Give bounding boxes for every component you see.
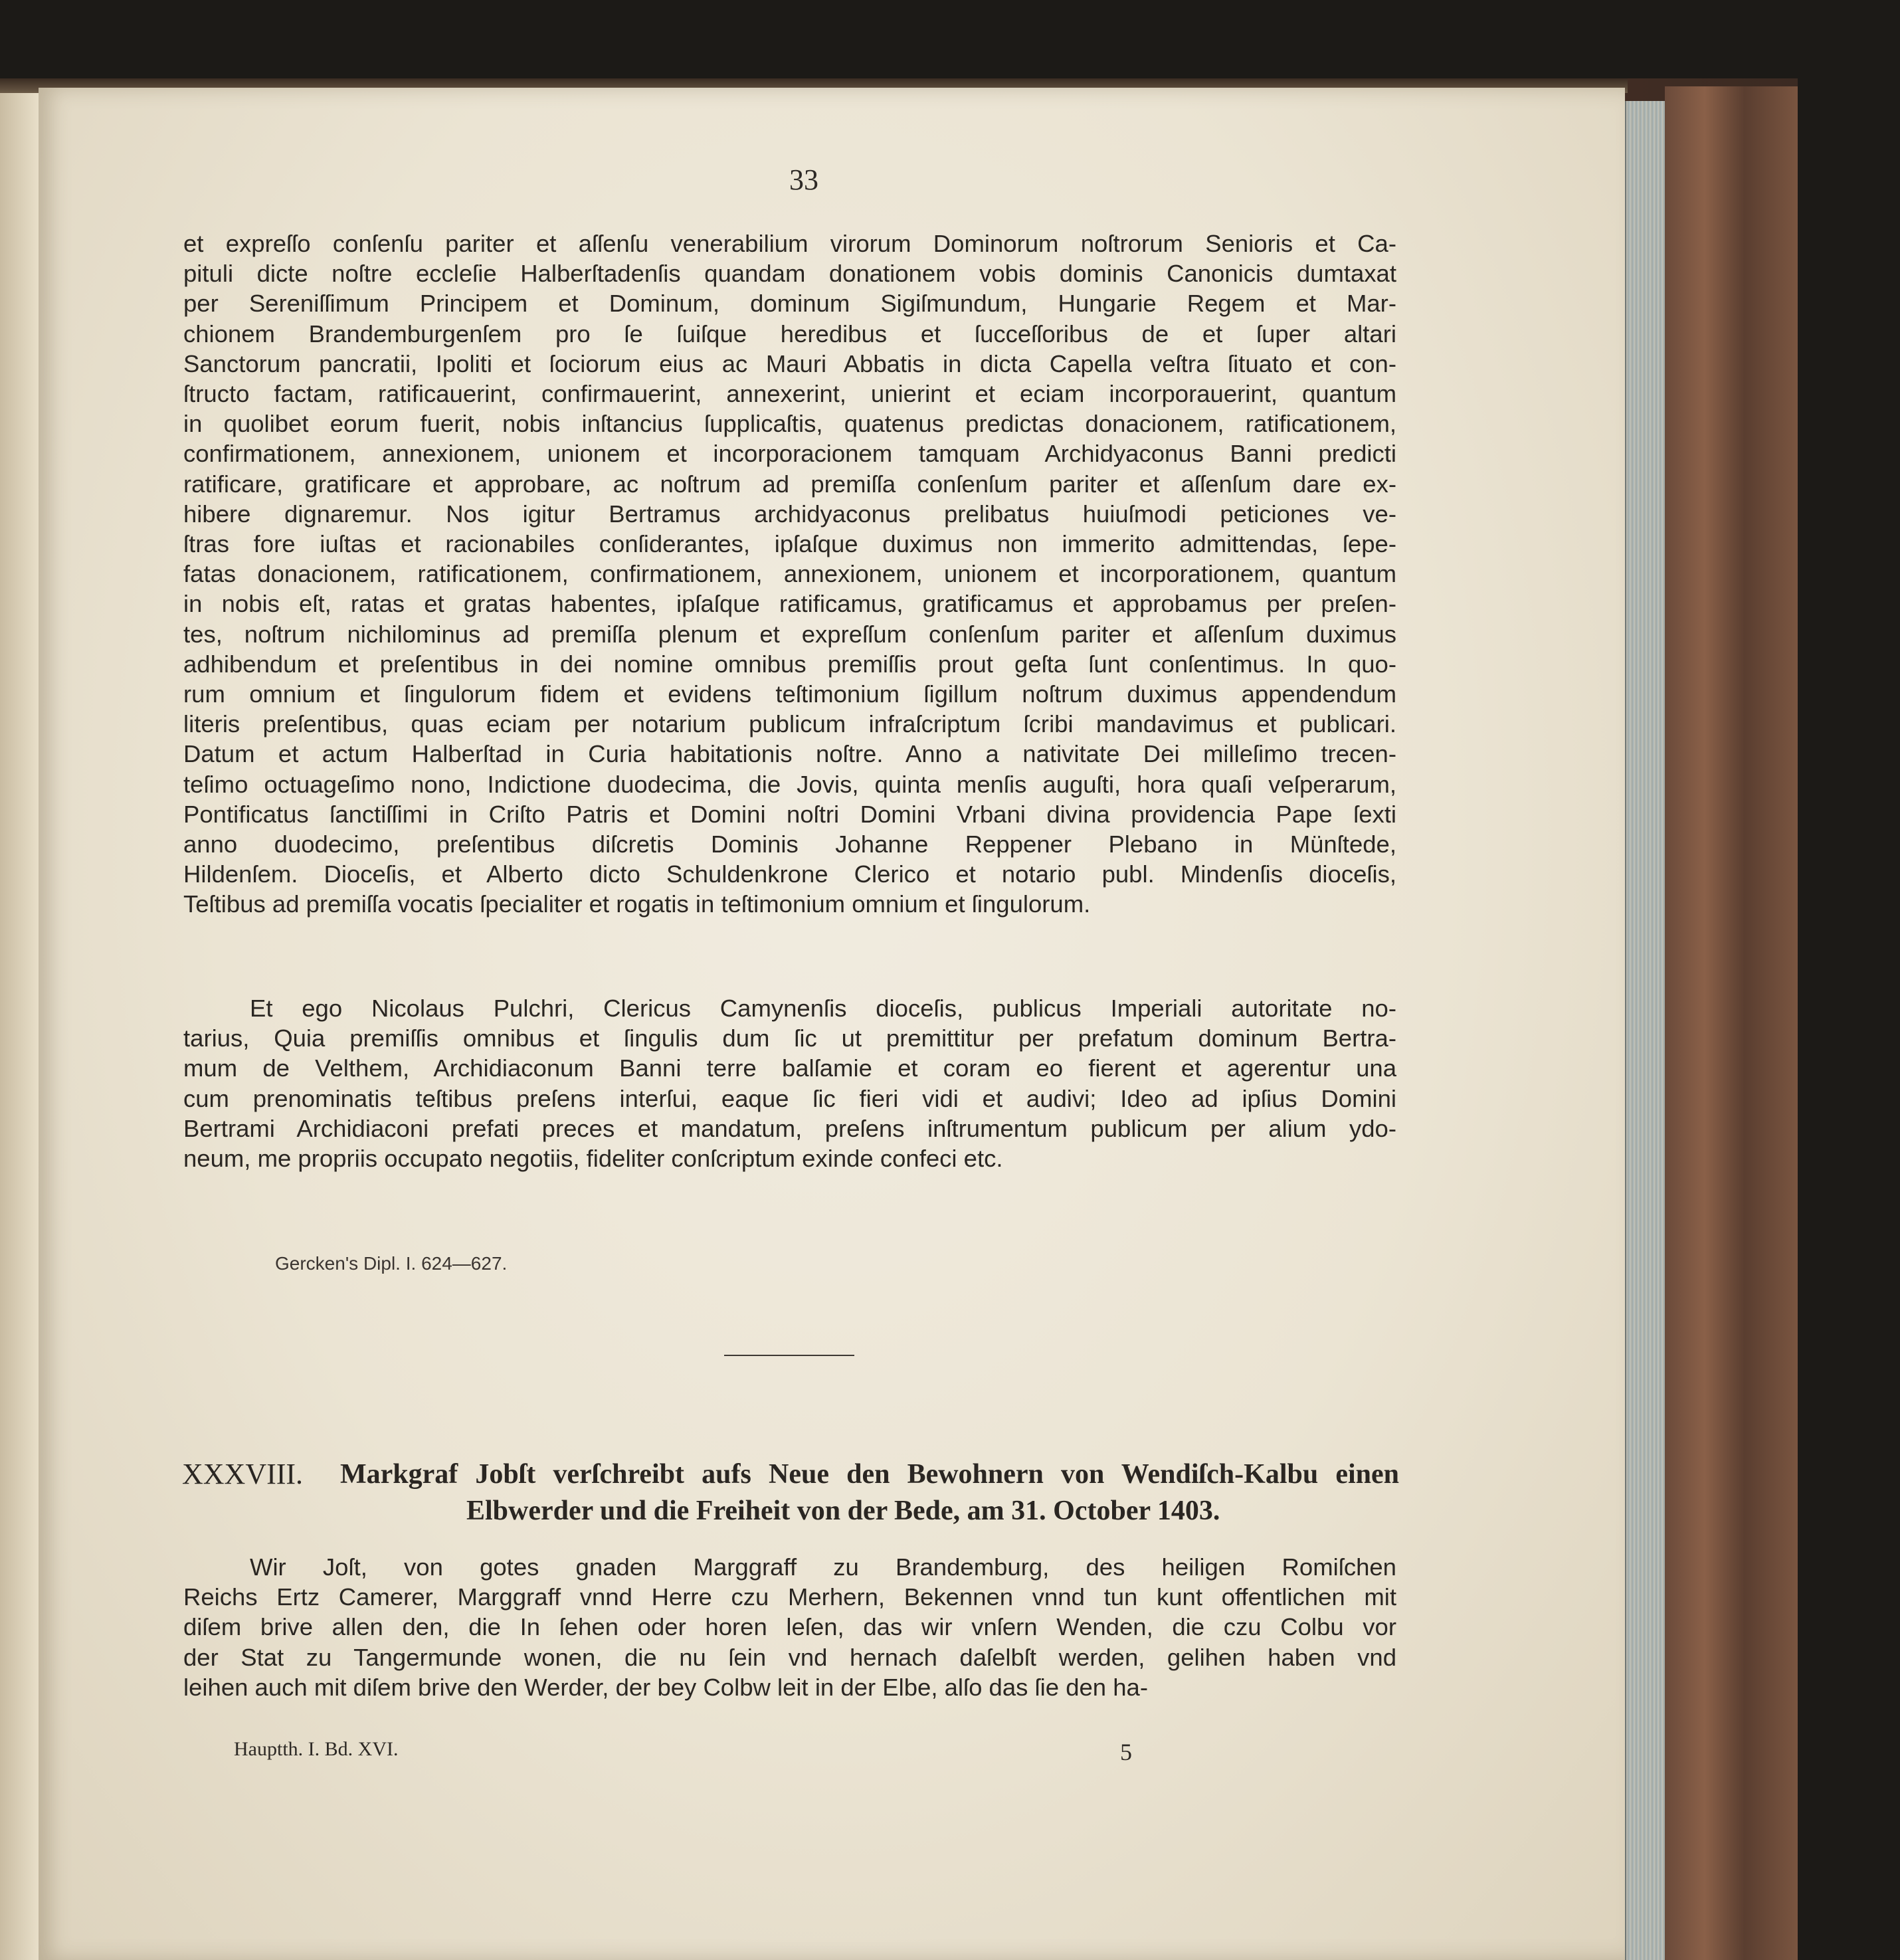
text-line: Et ego Nicolaus Pulchri, Clericus Camynenſis dioceſis, publicus Imperiali autoritate no-	[250, 995, 1396, 1022]
text-line: Bertrami Archidiaconi prefati preces et mandatum, preſens inſtrumentum publicum per alium ydo-	[183, 1114, 1396, 1142]
text-line: teſimo octuageſimo nono, Indictione duodecima, die Jovis, quinta menſis auguſti, hora quaſi veſperarum,	[183, 770, 1396, 798]
text-line: ſtras fore iuſtas et racionabiles conſiderantes, ipſaſque duximus non immerito admittendas, ſepe-	[183, 530, 1396, 557]
text-line: Reichs Ertz Camerer, Marggraff vnnd Herre czu Merhern, Bekennen vnnd tun kunt offentlichen mit	[183, 1583, 1396, 1611]
text-line: diſem brive allen den, die In ſehen oder horen leſen, das wir vnſern Wenden, die czu Colbu vor	[183, 1613, 1396, 1641]
source-citation: Gercken's Dipl. I. 624—627.	[275, 1253, 508, 1274]
text-line: confirmationem, annexionem, unionem et incorporacionem tamquam Archidyaconus Banni predicti	[183, 440, 1396, 468]
text-line: neum, me propriis occupato negotiis, fideliter conſcriptum exinde confeci etc.	[183, 1145, 1003, 1172]
text-line: anno duodecimo, preſentibus diſcretis Dominis Johanne Reppener Plebano in Münſtede,	[183, 831, 1396, 858]
text-line: in quolibet eorum fuerit, nobis inſtancius ſupplicaſtis, quatenus predictas donacionem, ratificationem,	[183, 410, 1396, 438]
footer-sheet-number: 5	[1120, 1739, 1132, 1765]
text-line: leihen auch mit diſem brive den Werder, der bey Colbw leit in der Elbe, alſo das ſie den ha-	[183, 1673, 1148, 1701]
text-line: tarius, Quia premiſſis omnibus et ſingulis dum ſic ut premittitur per prefatum dominum Bertra-	[183, 1025, 1396, 1052]
text-line: tes, noſtrum nichilominus ad premiſſa plenum et expreſſum conſenſum pariter et aſſenſum duximus	[183, 620, 1396, 648]
text-line: cum prenominatis teſtibus preſens interſui, eaque ſic fieri vidi et audivi; Ideo ad ipſius Domini	[183, 1084, 1396, 1112]
text-line: Hildenſem. Dioceſis, et Alberto dicto Schuldenkrone Clerico et notario publ. Mindenſis dioceſis,	[183, 860, 1396, 888]
text-line: literis preſentibus, quas eciam per notarium publicum infraſcriptum ſcribi mandavimus et publicari.	[183, 710, 1396, 738]
page-number: 33	[789, 163, 818, 196]
text-line: per Sereniſſimum Principem et Dominum, dominum Sigiſmundum, Hungarie Regem et Mar-	[183, 290, 1396, 318]
text-line: Wir Joſt, von gotes gnaden Marggraff zu Brandemburg, des heiligen Romiſchen	[250, 1553, 1396, 1581]
page-stack-edge	[1625, 101, 1666, 1960]
text-line: Datum et actum Halberſtad in Curia habitationis noſtre. Anno a nativitate Dei milleſimo trecen-	[183, 740, 1396, 768]
text-line: fatas donacionem, ratificationem, confirmationem, annexionem, unionem et incorporationem, quantum	[183, 560, 1396, 588]
text-line: Pontificatus ſanctiſſimi in Criſto Patris et Domini noſtri Domini Vrbani divina providencia Pape ſexti	[183, 800, 1396, 828]
text-line: Teſtibus ad premiſſa vocatis ſpecialiter et rogatis in teſtimonium omnium et ſingulorum.	[183, 890, 1091, 918]
left-page-edge	[0, 93, 40, 1960]
text-line: et expreſſo conſenſu pariter et aſſenſu venerabilium virorum Dominorum noſtrorum Senioris et Ca-	[183, 230, 1396, 257]
text-line: chionem Brandemburgenſem pro ſe ſuiſque heredibus et ſucceſſoribus de et ſuper altari	[183, 320, 1396, 347]
text-line: hibere dignaremur. Nos igitur Bertramus archidyaconus prelibatus huiuſmodi peticiones ve-	[183, 500, 1396, 528]
book-board-edge	[1665, 86, 1798, 1960]
document-title-line-1: Markgraf Jobſt verſchreibt aufs Neue den Bewohnern von Wendiſch-Kalbu einen	[340, 1459, 1399, 1490]
text-line: Sanctorum pancratii, Ipoliti et ſociorum eius ac Mauri Abbatis in dicta Capella veſtra ſituato et con-	[183, 349, 1396, 377]
text-line: rum omnium et ſingulorum fidem et evidens teſtimonium ſigillum noſtrum duximus appendendum	[183, 680, 1396, 708]
text-line: pituli dicte noſtre eccleſie Halberſtadenſis quandam donationem vobis dominis Canonicis dumtaxat	[183, 260, 1396, 288]
text-line: in nobis eſt, ratas et gratas habentes, ipſaſque ratificamus, gratificamus et approbamus per preſen-	[183, 590, 1396, 618]
text-line: der Stat zu Tangermunde wonen, die nu ſein vnd hernach daſelbſt werden, gelihen haben vnd	[183, 1643, 1396, 1671]
document-number: XXXVIII.	[182, 1458, 304, 1490]
document-title-line-2: Elbwerder und die Freiheit von der Bede, am 31. October 1403.	[466, 1496, 1220, 1526]
section-divider	[724, 1355, 854, 1356]
text-line: adhibendum et preſentibus in dei nomine omnibus premiſſis prout geſta ſunt conſentimus. In quo-	[183, 650, 1396, 678]
text-line: ſtructo factam, ratificauerint, confirmauerint, annexerint, unierint et eciam incorporauerint, quantum	[183, 380, 1396, 407]
text-line: mum de Velthem, Archidiaconum Banni terre balſamie et coram eo fierent et agerentur una	[183, 1054, 1396, 1082]
footer-volume-signature: Hauptth. I. Bd. XVI.	[234, 1738, 399, 1760]
text-line: ratificare, gratificare et approbare, ac noſtrum ad premiſſa conſenſum pariter et aſſenſum dare ex-	[183, 470, 1396, 498]
